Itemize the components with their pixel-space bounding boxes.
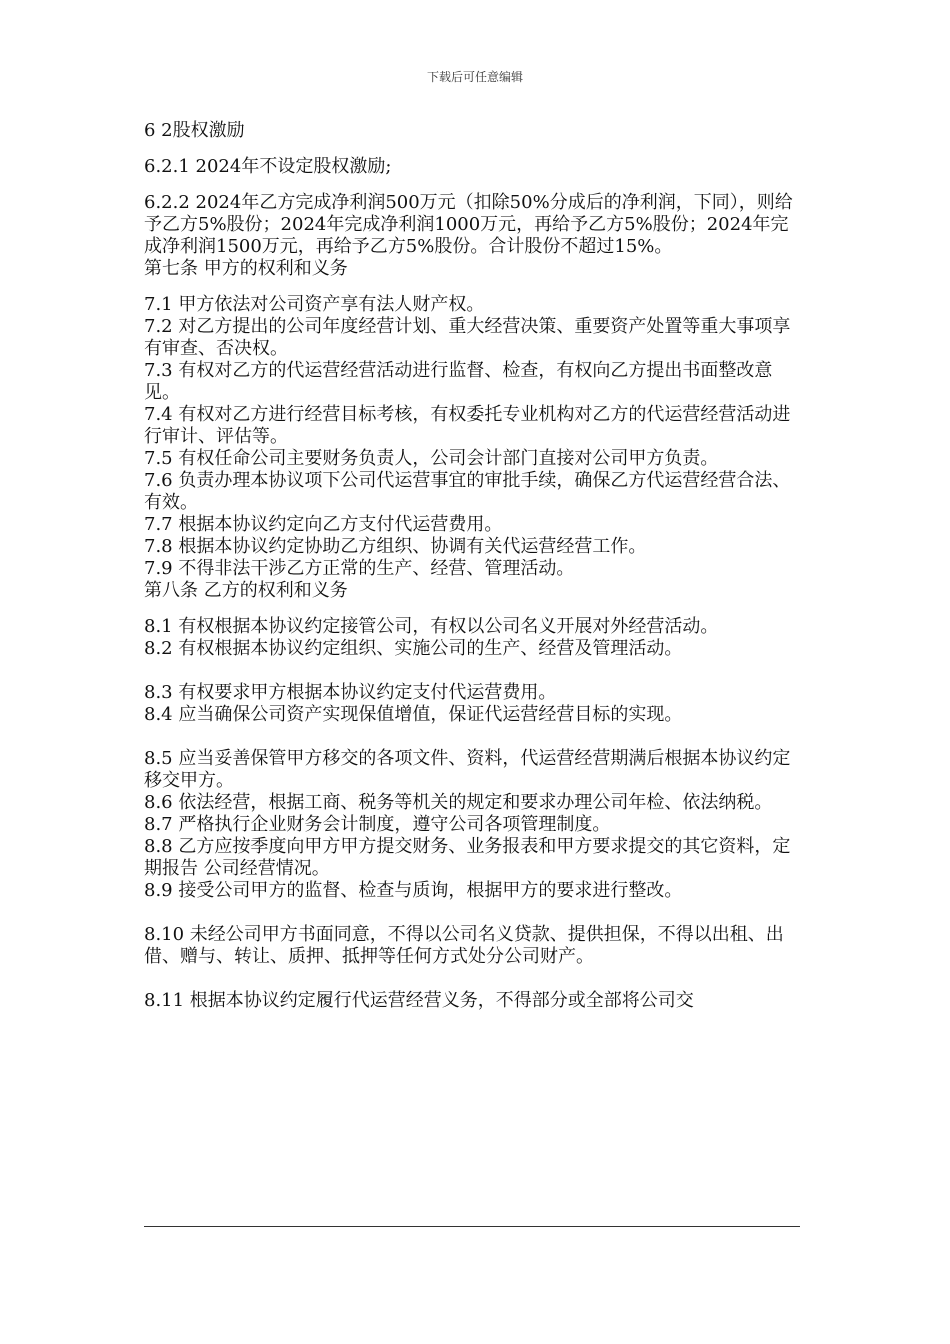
- clause-paragraph: 8.9 接受公司甲方的监督、检查与质询，根据甲方的要求进行整改。: [144, 880, 683, 901]
- clause-paragraph: 7.1 甲方依法对公司资产享有法人财产权。: [144, 294, 485, 315]
- article-heading: 第七条 甲方的权利和义务: [144, 258, 348, 279]
- clause-paragraph: 7.3 有权对乙方的代运营经营活动进行监督、检查，有权向乙方提出书面整改意见。: [144, 360, 773, 403]
- clause-paragraph: 7.6 负责办理本协议项下公司代运营事宜的审批手续，确保乙方代运营经营合法、有效。: [144, 470, 791, 513]
- clause-paragraph: 7.2 对乙方提出的公司年度经营计划、重大经营决策、重要资产处置等重大事项享有审查、否决权。: [144, 316, 791, 359]
- clause-paragraph: 8.7 严格执行企业财务会计制度，遵守公司各项管理制度。: [144, 814, 611, 835]
- clause-paragraph: 8.8 乙方应按季度向甲方甲方提交财务、业务报表和甲方要求提交的其它资料，定期报告 公司经营情况。: [144, 836, 791, 879]
- page-header: 下载后可任意编辑: [426, 70, 523, 84]
- clause-paragraph: 7.8 根据本协议约定协助乙方组织、协调有关代运营经营工作。: [144, 536, 647, 557]
- document-body: [144, 120, 804, 1012]
- clause-paragraph: 7.9 不得非法干涉乙方正常的生产、经营、管理活动。: [144, 558, 575, 579]
- article-heading: 第八条 乙方的权利和义务: [144, 580, 348, 601]
- clause-paragraph: 8.6 依法经营，根据工商、税务等机关的规定和要求办理公司年检、依法纳税。: [144, 792, 773, 813]
- clause-paragraph: 7.7 根据本协议约定向乙方支付代运营费用。: [144, 514, 503, 535]
- clause-paragraph: 7.5 有权任命公司主要财务负责人，公司会计部门直接对公司甲方负责。: [144, 448, 719, 469]
- clause-paragraph: 8.10 未经公司甲方书面同意，不得以公司名义贷款、提供担保，不得以出租、出借、赠与、转让、质押、抵押等任何方式处分公司财产。: [144, 924, 784, 967]
- clause-paragraph: 8.11 根据本协议约定履行代运营经营义务，不得部分或全部将公司交: [144, 990, 694, 1011]
- footer-rule: [144, 1226, 800, 1227]
- clause-paragraph: 6.2.1 2024年不设定股权激励;: [144, 156, 392, 177]
- clause-paragraph: 8.1 有权根据本协议约定接管公司，有权以公司名义开展对外经营活动。: [144, 616, 719, 637]
- clause-paragraph: 6.2.2 2024年乙方完成净利润500万元（扣除50%分成后的净利润，下同），则给予乙方5%股份；2024年完成净利润1000万元，再给予乙方5%股份；2024年完成净利润1500万元，再给予乙方5%股份。合计股份不超过15%。: [144, 192, 793, 257]
- clause-paragraph: 8.2 有权根据本协议约定组织、实施公司的生产、经营及管理活动。: [144, 638, 683, 659]
- clause-paragraph: 8.4 应当确保公司资产实现保值增值，保证代运营经营目标的实现。: [144, 704, 683, 725]
- clause-paragraph: 8.5 应当妥善保管甲方移交的各项文件、资料，代运营经营期满后根据本协议约定移交甲方。: [144, 748, 791, 791]
- section-heading: 6 2股权激励: [144, 120, 245, 141]
- clause-paragraph: 7.4 有权对乙方进行经营目标考核，有权委托专业机构对乙方的代运营经营活动进行审计、评估等。: [144, 404, 791, 447]
- clause-paragraph: 8.3 有权要求甲方根据本协议约定支付代运营费用。: [144, 682, 557, 703]
